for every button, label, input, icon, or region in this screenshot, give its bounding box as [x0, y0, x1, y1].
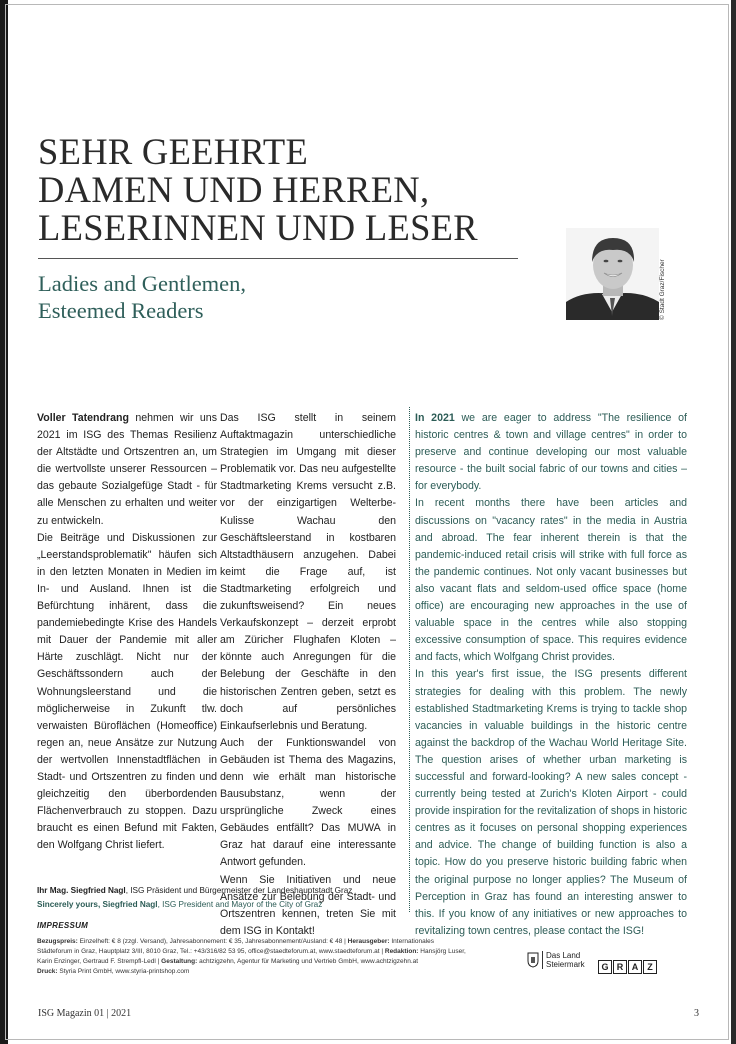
coat-of-arms-icon	[527, 952, 539, 968]
signature-german	[37, 886, 352, 895]
issue-label: ISG Magazin 01 | 2021	[38, 1008, 132, 1019]
english-column	[415, 410, 687, 940]
land-steiermark-text	[542, 951, 585, 969]
impressum-line	[37, 958, 517, 966]
paragraph: In this year's first issue, the ISG presents different strategies for dealing with this problem. The newly established Stadtmarketing Krems is trying to tackle shop vacancies in valuable buildings in the historic centre against the backdrop of the Wachau World Heritage Site. The question arises of whether urban marketing is successful and forward-looking? A new sales concept - currently being tested at Zurich's Kloten Airport - could provide inspiration for the revitalization of shops in historic centres as it focuses on personal shopping experiences and advice. The change of building function is also a topic. How do you preserve historic building fabric when the original purpose no longer applies? The Museum of Perception in Graz has found an interesting answer to this. If you know of any initiatives or new approaches to revitalizing town centres, please contact the ISG!	[415, 668, 687, 937]
paragraph-lead: Voller Tatendrang	[37, 412, 129, 424]
signature-name: Ihr Mag. Siegfried Nagl	[37, 886, 126, 895]
title-line: SEHR GEEHRTE	[38, 131, 309, 172]
mayor-portrait	[566, 228, 659, 320]
subtitle-line: Esteemed Readers	[38, 298, 204, 323]
graz-letter: A	[628, 960, 642, 974]
impressum-title: IMPRESSUM	[37, 921, 89, 930]
signature-english	[37, 900, 322, 909]
paragraph: Wenn Sie Initiativen und neue Ansätze zur Belebung der Stadt- und Ortszentren kennen, treten Sie mit dem ISG in Kontakt!	[220, 873, 396, 937]
graz-letter: Z	[643, 960, 657, 974]
scan-edge-right	[731, 0, 736, 1044]
paragraph: Auch der Funktionswandel von Gebäuden ist Thema des Magazins, denn wie erhält man historische Bausubstanz, wenn der ursprüngliche Zweck eines Gebäudes entfällt? Das MUWA in Graz hat darauf eine interessante Antwort gefunden.	[220, 736, 396, 869]
land-line: Steiermark	[546, 960, 585, 969]
graz-logo	[598, 960, 657, 974]
signature-role: , ISG President and Mayor of the City of Graz	[157, 900, 323, 909]
impressum-label: Herausgeber:	[347, 938, 390, 945]
photo-credit: © Stadt Graz/Fischer	[659, 259, 666, 320]
impressum-text: Hansjörg Luser,	[418, 948, 466, 955]
impressum-text: Einzelheft: € 8 (zzgl. Versand), Jahresabonnement: € 35, Jahresabonnement/Ausland: € 48 |	[77, 938, 348, 945]
paragraph: Die Beiträge und Diskussionen zur „Leerstandsproblematik" häufen sich in den letzten Monaten in Medien im In- und Ausland. Ihnen ist die Befürchtung inhärent, dass die pandemiebedingte Krise des Handels mit Dauer der Pandemie mit aller Härte zuschlägt. Nicht nur der Geschäftssondern auch der Wohnungsleerstand und die möglicherweise in Zukunft tlw. verwaisten Büroflächen (Homeoffice) regen an, neue Ansätze zur Nutzung der wertvollen Innenstadtflächen in Stadt- und Ortszentren zu finden und gleichzeitig den überbordenden Flächenverbrauch zu stoppen. Dazu braucht es einen Befund mit Fakten, den Wolfgang Christ liefert.	[37, 531, 217, 852]
impressum-line	[37, 948, 517, 956]
title-divider	[38, 258, 518, 259]
impressum-label: Gestaltung:	[161, 958, 198, 965]
impressum-text: Städteforum in Graz, Hauptplatz 3/III, 8010 Graz, Tel.: +43/316/82 53 95, office@staedteforum.at, www.staedteforum.at |	[37, 948, 385, 955]
impressum-text: Styria Print GmbH, www.styria-printshop.com	[57, 968, 190, 975]
impressum-text: achtzigzehn, Agentur für Marketing und Vertrieb GmbH, www.achtzigzehn.at	[197, 958, 419, 965]
paragraph	[415, 410, 687, 495]
german-column-1	[37, 410, 217, 854]
paragraph	[37, 410, 217, 530]
graz-letter: G	[598, 960, 612, 974]
paragraph-lead: In 2021	[415, 412, 455, 424]
graz-letter: R	[613, 960, 627, 974]
paragraph: In recent months there have been articles and discussions on "vacancy rates" in the media in Austria and abroad. The fear inherent therein is that the pandemic-induced retail crisis will strike with full force as the pandemic continues. Not only vacant businesses but also vacant flats and seldom-used office space (home office) are encouraging new approaches in the use of valuable space in the centres while also stopping excessive consumption of space. This requires evidence and facts, which Wolfgang Christ provides.	[415, 497, 687, 664]
land-steiermark-logo	[527, 951, 585, 969]
subtitle-line: Ladies and Gentlemen,	[38, 271, 247, 296]
title-line: LESERINNEN UND LESER	[38, 207, 478, 248]
signature-role: , ISG Präsident und Bürgermeister der Landeshauptstadt Graz	[125, 886, 353, 895]
page-number: 3	[694, 1008, 699, 1019]
paragraph-text: nehmen wir uns 2021 im ISG des Themas Resilienz der Altstädte und Ortszentren an, um die wertvollste unserer Ressourcen – das gebaute Sozialgefüge Stadt - für alle Menschen zu erhalten und weiter zu entwickeln.	[37, 412, 217, 527]
impressum-label: Bezugspreis:	[37, 938, 78, 945]
impressum-text: Karin Enzinger, Gertraud F. Strempfl-Ledl |	[37, 958, 162, 965]
impressum-line	[37, 938, 517, 946]
signature-name: Sincerely yours, Siegfried Nagl	[37, 900, 158, 909]
paragraph: Das ISG stellt in seinem Auftaktmagazin unterschiedliche Strategien im Umgang mit dieser Problematik vor. Das neu aufgestellte Stadtmarketing Krems versucht z.B. vor der einzigartigen Welterbe-Kulisse Wachau den Geschäftsleerstand in kostbaren Altstadthäusern anzugehen. Dabei keimt die Frage auf, ist Stadtmarketing erfolgreich und zukunftsweisend? Ein neues Verkaufskonzept – derzeit erprobt am Züricher Flughafen Kloten – könnte auch Anregungen für die Belebung der Geschäfte in den historischen Zentren geben, setzt es doch auf persönliches Einkaufserlebnis und Beratung.	[220, 412, 396, 732]
page-subtitle	[38, 270, 246, 324]
impressum-line	[37, 968, 517, 976]
page-title	[38, 133, 538, 247]
paragraph-text: we are eager to address "The resilience of historic centres & town and village centres" in order to preserve and continue developing our most valuable resource - the built social fabric of our towns and cities – for everybody.	[415, 412, 687, 493]
impressum-label: Redaktion:	[384, 948, 419, 955]
german-column-2	[220, 410, 396, 940]
land-line: Das Land	[546, 951, 581, 960]
title-line: DAMEN UND HERREN,	[38, 169, 430, 210]
impressum-label: Druck:	[37, 968, 58, 975]
column-divider	[409, 407, 410, 912]
impressum-text: Internationales	[389, 938, 434, 945]
